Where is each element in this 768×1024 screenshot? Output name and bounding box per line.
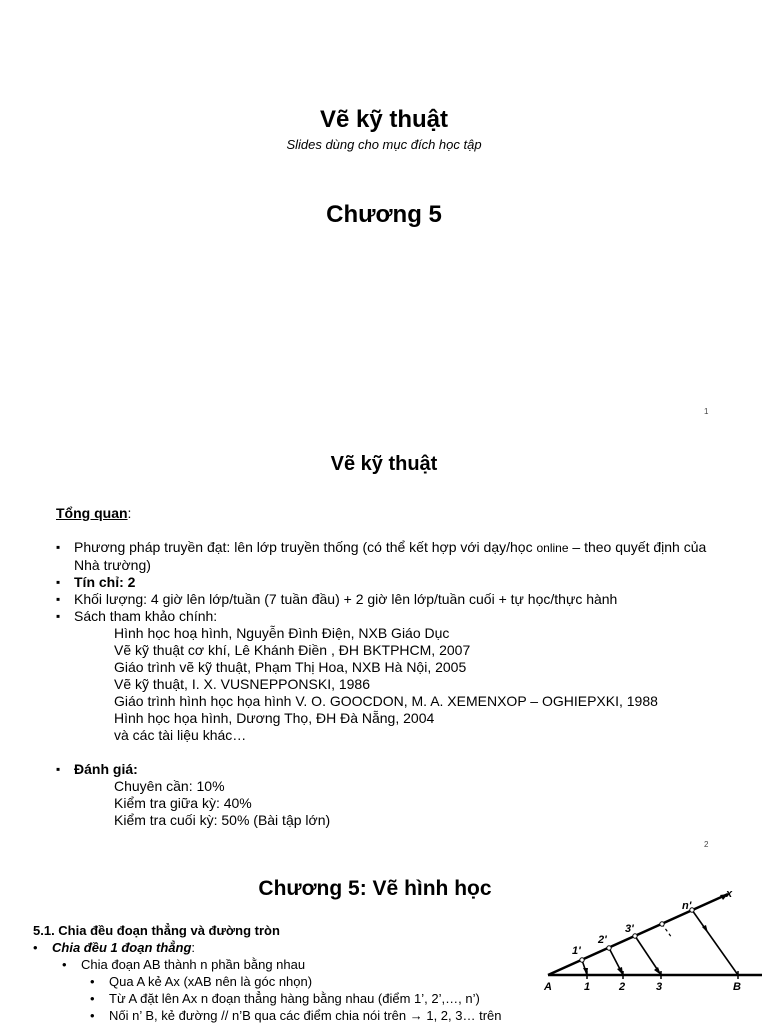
label-nprime: n' <box>682 900 692 912</box>
label-3prime: 3' <box>625 923 634 935</box>
slide1-subtitle: Slides dùng cho mục đích học tập <box>286 137 482 152</box>
list-item <box>56 608 716 744</box>
task-text: Chia đoạn AB thành n phần bằng nhau <box>81 957 306 972</box>
ray-ax <box>548 894 728 975</box>
grading-entry: Chuyên cần: 10% <box>114 778 225 794</box>
slide2-title: Vẽ kỹ thuật <box>330 453 438 475</box>
label-1: 1 <box>584 981 591 993</box>
book-entry: Giáo trình vẽ kỹ thuật, Phạm Thị Hoa, NXB Hà Nội, 2005 <box>114 659 467 675</box>
label-b: B <box>733 981 741 993</box>
bullet-method-text: Phương pháp truyền đạt: lên lớp truyền thống (có thể kết hợp với dạy/học <box>74 539 537 555</box>
step-item: • Từ A đặt lên Ax n đoạn thẳng hàng bằng nhau (điểm 1’, 2’,…, n’) <box>90 991 480 1006</box>
segment-division-figure <box>540 882 768 994</box>
step-text: Qua A kẻ Ax (xAB nên là góc nhọn) <box>109 974 313 989</box>
step-item: • Qua A kẻ Ax (xAB nên là góc nhọn) <box>90 974 313 989</box>
book-entry: Hình học hoạ hình, Nguyễn Đình Điện, NXB Giáo Dục <box>114 625 450 641</box>
subsection-item: • Chia đều 1 đoạn thẳng: <box>33 940 196 955</box>
subsection-colon: : <box>191 940 196 955</box>
step-text: Từ A đặt lên Ax n đoạn thẳng hàng bằng nhau (điểm 1’, 2’,…, n’) <box>109 991 480 1006</box>
bullet-method-text-end: – theo quyết định của Nhà trường) <box>74 539 707 573</box>
book-entry: Vẽ kỹ thuật cơ khí, Lê Khánh Điền , ĐH BKTPHCM, 2007 <box>114 642 471 658</box>
slide1-chapter: Chương 5 <box>326 201 442 228</box>
step-text: Nối n’ B, kẻ đường // n’B qua các điểm chia nói trên → 1, 2, 3… trên <box>109 1008 502 1023</box>
grading-heading: ▪ Đánh giá: <box>74 761 138 777</box>
grading-entry: Kiểm tra cuối kỳ: 50% (Bài tập lớn) <box>114 812 331 828</box>
grading-entry: Kiểm tra giữa kỳ: 40% <box>114 795 252 811</box>
label-x: x <box>726 888 733 900</box>
list-item <box>56 761 716 829</box>
step-item: • Nối n’ B, kẻ đường // n’B qua các điểm chia nói trên → 1, 2, 3… trên <box>90 1008 502 1023</box>
slide1-title: Vẽ kỹ thuật <box>319 106 449 133</box>
overview-colon: : <box>127 505 132 521</box>
books-heading: ▪ Sách tham khảo chính: <box>74 608 218 624</box>
label-1prime: 1' <box>572 945 581 957</box>
book-entry: Vẽ kỹ thuật, I. X. VUSNEPPONSKI, 1986 <box>114 676 371 692</box>
subsection-label: Chia đều 1 đoạn thẳng <box>52 940 192 955</box>
label-3: 3 <box>656 981 663 993</box>
list-item: ▪ Tín chỉ: 2 <box>56 574 716 591</box>
slide3-title: Chương 5: Vẽ hình học <box>258 877 492 900</box>
label-a: A <box>544 981 552 993</box>
overview-heading <box>56 505 131 521</box>
list-item <box>56 539 716 574</box>
page-number-2: 2 <box>704 840 709 849</box>
overview-list <box>56 539 716 829</box>
book-entry: Giáo trình hình học họa hình V. O. GOOCDON, M. A. XEMENXOP – OGHIEPXKI, 1988 <box>114 693 658 709</box>
list-item: ▪ Khối lượng: 4 giờ lên lớp/tuần (7 tuần đầu) + 2 giờ lên lớp/tuần cuối + tự học/thực hành <box>56 591 716 608</box>
book-entry: và các tài liệu khác… <box>114 727 247 743</box>
overview-label: Tổng quan <box>56 505 128 521</box>
task-item: • Chia đoạn AB thành n phần bằng nhau <box>62 957 306 972</box>
bullet-method-online: online <box>536 541 569 555</box>
page-number-1: 1 <box>704 407 709 416</box>
book-entry: Hình học họa hình, Dương Thọ, ĐH Đà Nẵng, 2004 <box>114 710 435 726</box>
label-2prime: 2' <box>598 934 607 946</box>
label-2: 2 <box>619 981 626 993</box>
section-heading: 5.1. Chia đều đoạn thẳng và đường tròn <box>33 923 280 938</box>
line-nb <box>692 910 738 975</box>
